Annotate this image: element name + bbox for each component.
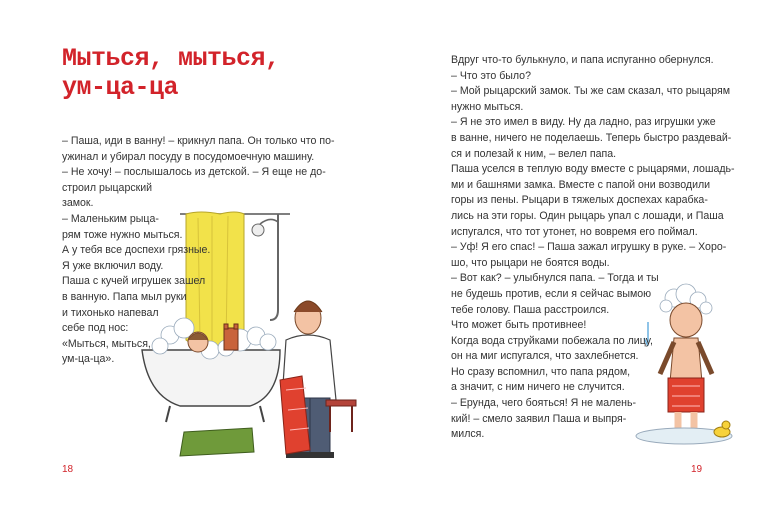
text-line: – Маленьким рыца- [62,212,159,225]
chapter-title-line-1: Мыться, мыться, [62,44,280,73]
page-number-right: 19 [691,464,703,475]
text-line: Вдруг что-то булькнуло, и папа испуганно обернулся. [451,54,714,66]
text-line: шо, что рыцари не боятся воды. [451,256,610,269]
text-line: кий! – смело заявил Паша и выпря- [451,412,627,425]
text-line: мился. [451,428,485,441]
text-line: Я уже включил воду. [62,259,164,272]
text-line: строил рыцарский [62,181,153,194]
text-line: замок. [62,197,94,210]
text-line: ся и полезай к ним, – велел папа. [451,147,617,160]
text-line: – Вот как? – улыбнулся папа. – Тогда и ты [451,272,659,285]
text-line: ужинал и убирал посуду в посудомоечную машину. [62,150,315,163]
text-line: – Уф! Я его спас! – Паша зажал игрушку в руке. – Хоро- [451,241,727,254]
text-line: – Не хочу! – послышалось из детской. – Я еще не до- [62,166,326,179]
text-line: Паша с кучей игрушек зашел [62,275,206,288]
text-line: – Паша, иди в ванну! – крикнул папа. Он только что по- [62,135,335,147]
chapter-title [62,44,280,102]
text-line: лись на эти горы. Один рыцарь упал с лошади, и Паша [451,209,724,222]
text-line: – Мой рыцарский замок. Ты же сам сказал, что рыцарям [451,85,731,98]
text-line: он на миг испугался, что захлебнется. [451,350,639,363]
text-line: рям тоже нужно мыться. [62,228,183,241]
text-line: ум-ца-ца». [62,353,115,366]
text-line: себе под нос: [62,322,129,335]
text-line: в ванне, ничего не поделаешь. Теперь быстро раздевай- [451,131,732,144]
left-page-text [62,134,335,368]
text-line: а значит, с ним ничего не случится. [451,381,625,394]
text-line: Но сразу вспомнил, что папа рядом, [451,365,631,378]
text-line: в ванную. Папа мыл руки [62,290,187,303]
text-line: Когда вода струйками побежала по лицу, [451,334,653,347]
chapter-title-line-2: ум-ца-ца [62,73,179,102]
text-line: нужно мыться. [451,100,524,113]
text-line: не будешь против, если я сейчас вымою [451,287,652,300]
text-line: – Что это было? [451,69,531,82]
text-line: – Ерунда, чего бояться! Я не малень- [451,397,637,410]
text-line: горы из пены. Рыцари в тяжелых доспехах карабка- [451,194,708,207]
text-line: тебе голову. Паша расстроился. [451,303,610,316]
text-line: А у тебя все доспехи грязные. [62,244,211,257]
text-line: Что может быть противнее! [451,319,587,332]
text-line: Паша уселся в теплую воду вместе с рыцарями, лошадь- [451,163,735,176]
text-line: и тихонько напевал [62,306,159,319]
page-number-left: 18 [62,464,74,475]
text-line: – Я не это имел в виду. Ну да ладно, раз игрушки уже [451,116,716,129]
text-line: «Мыться, мыться, [62,337,151,350]
right-page-text [451,53,735,443]
text-line: ми и башнями замка. Вместе с папой они возводили [451,178,711,191]
text-line: испугался, что тот утонет, но вовремя его поймал. [451,225,698,238]
